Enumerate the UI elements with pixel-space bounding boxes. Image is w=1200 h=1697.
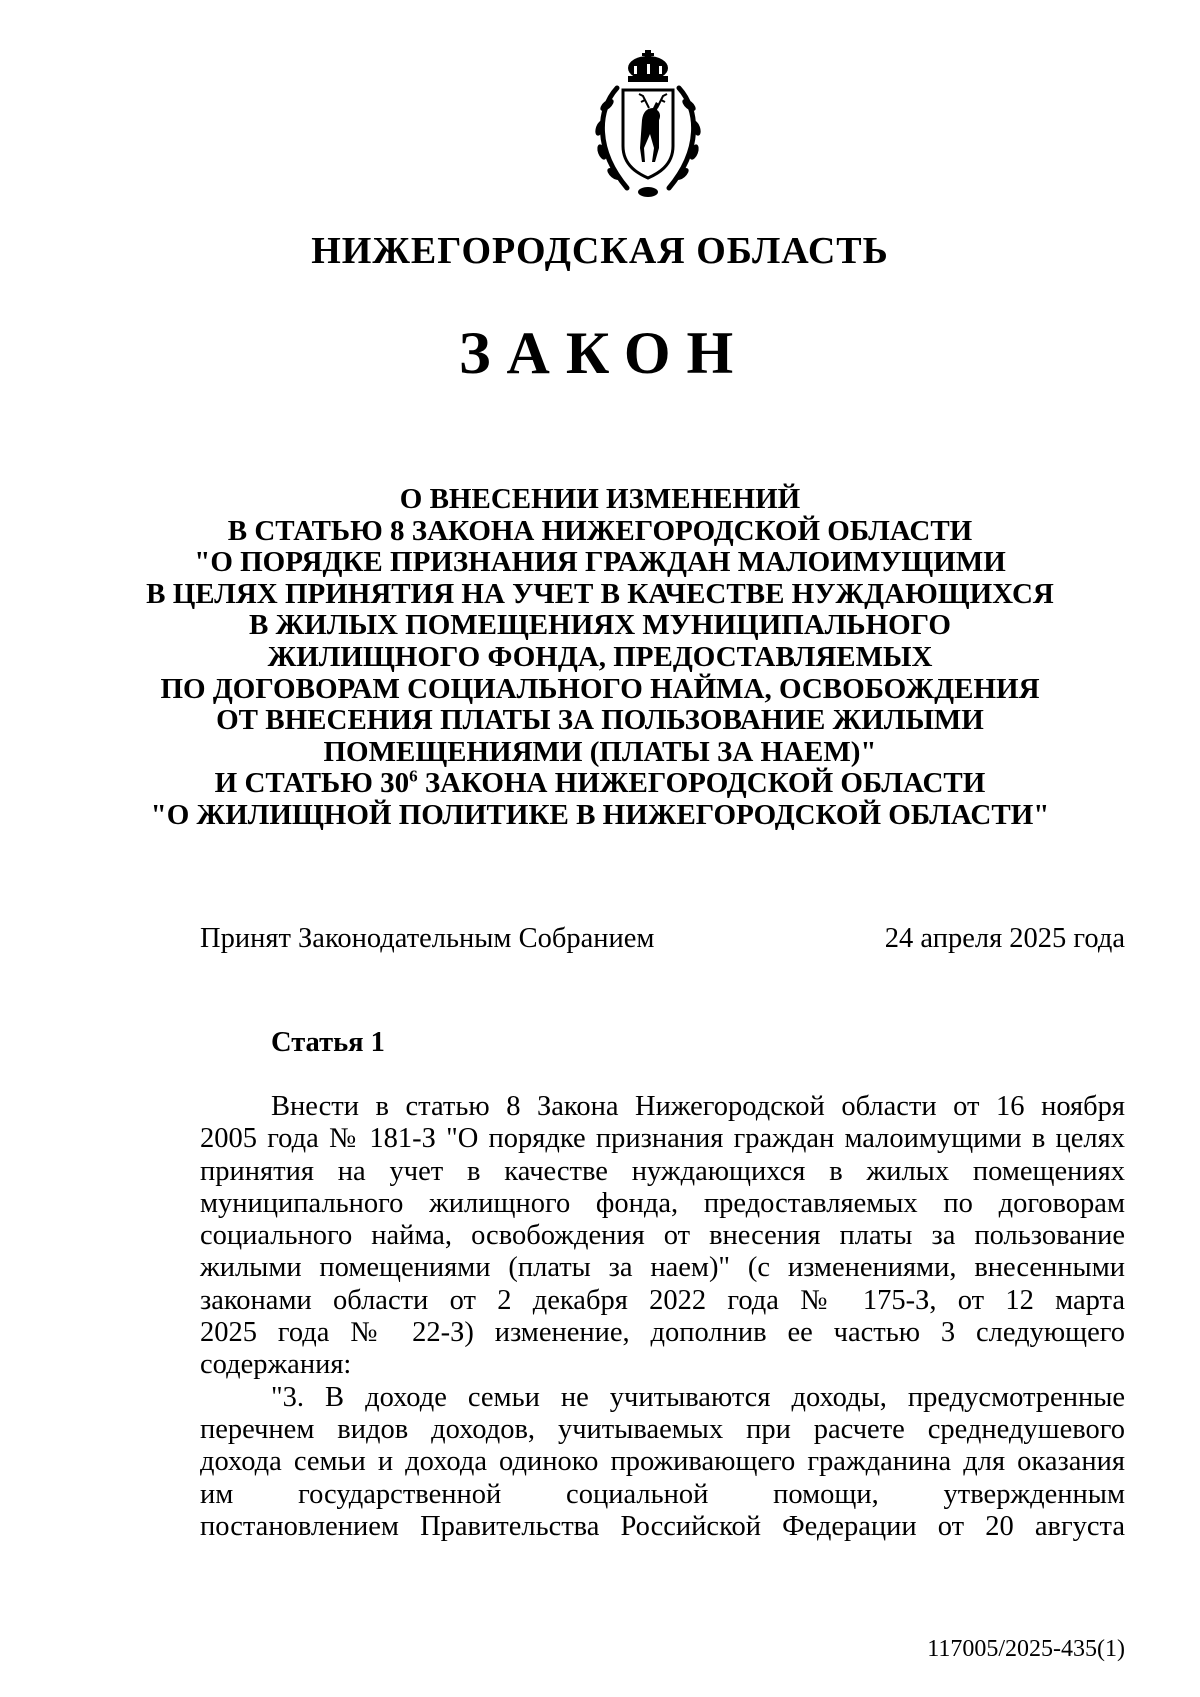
title-line: В ЖИЛЫХ ПОМЕЩЕНИЯХ МУНИЦИПАЛЬНОГО	[249, 609, 951, 642]
paragraph-line: содержания:	[200, 1349, 352, 1381]
title-line: В СТАТЬЮ 8 ЗАКОНА НИЖЕГОРОДСКОЙ ОБЛАСТИ	[227, 514, 973, 547]
nizhny-novgorod-coat-of-arms-icon	[587, 50, 709, 200]
paragraph	[200, 1382, 1125, 1543]
title-line: ЖИЛИЩНОГО ФОНДА, ПРЕДОСТАВЛЯЕМЫХ	[267, 640, 933, 673]
paragraph-line: муниципального жилищного фонда, предоставляемых по договорам	[200, 1187, 1125, 1219]
title-line: ПОМЕЩЕНИЯМИ (ПЛАТЫ ЗА НАЕМ)"	[323, 735, 877, 768]
title-line: О ВНЕСЕНИИ ИЗМЕНЕНИЙ	[399, 483, 801, 515]
paragraph-line: им государственной социальной помощи, утвержденным	[200, 1478, 1125, 1510]
law-title	[0, 484, 1200, 832]
title-line: "О ЖИЛИЩНОЙ ПОЛИТИКЕ В НИЖЕГОРОДСКОЙ ОБЛАСТИ"	[150, 798, 1050, 831]
title-line-article-30	[0, 768, 1200, 800]
title-article30-superscript: 6	[409, 766, 418, 786]
article-body	[200, 1091, 1125, 1543]
article-heading: Статья 1	[271, 1027, 385, 1058]
paragraph-line: перечнем видов доходов, учитываемых при расчете среднедушевого	[200, 1413, 1125, 1445]
adoption-label: Принят Законодательным Собранием	[200, 923, 655, 954]
region-name: НИЖЕГОРОДСКАЯ ОБЛАСТЬ	[311, 230, 889, 272]
title-article30-before: И СТАТЬЮ 30	[214, 767, 410, 800]
adoption-line	[200, 922, 1125, 956]
title-line: ОТ ВНЕСЕНИЯ ПЛАТЫ ЗА ПОЛЬЗОВАНИЕ ЖИЛЫМИ	[216, 704, 984, 737]
title-line: ПО ДОГОВОРАМ СОЦИАЛЬНОГО НАЙМА, ОСВОБОЖДЕНИЯ	[160, 672, 1040, 705]
title-line: "О ПОРЯДКЕ ПРИЗНАНИЯ ГРАЖДАН МАЛОИМУЩИМИ	[194, 546, 1006, 579]
paragraph-line: принятия на учет в качестве нуждающихся в жилых помещениях	[200, 1155, 1125, 1187]
paragraph-line: 2005 года № 181-З "О порядке признания граждан малоимущими в целях	[200, 1123, 1125, 1155]
document-code: 117005/2025-435(1)	[927, 1636, 1125, 1662]
paragraph	[200, 1091, 1125, 1382]
title-line: В ЦЕЛЯХ ПРИНЯТИЯ НА УЧЕТ В КАЧЕСТВЕ НУЖДАЮЩИХСЯ	[146, 577, 1054, 610]
paragraph-line: постановлением Правительства Российской Федерации от 20 августа	[200, 1510, 1125, 1542]
paragraph-line: дохода семьи и дохода одиноко проживающего гражданина для оказания	[200, 1446, 1125, 1478]
adoption-date: 24 апреля 2025 года	[884, 923, 1125, 954]
paragraph-line: 2025 года № 22-З) изменение, дополнив ее частью 3 следующего	[200, 1317, 1125, 1349]
title-article30-after: ЗАКОНА НИЖЕГОРОДСКОЙ ОБЛАСТИ	[417, 767, 986, 800]
paragraph-line: Внести в статью 8 Закона Нижегородской области от 16 ноября	[271, 1091, 1125, 1122]
paragraph-line: жилыми помещениями (платы за наем)" (с изменениями, внесенными	[200, 1252, 1125, 1284]
paragraph-line: социального найма, освобождения от внесения платы за пользование	[200, 1220, 1125, 1252]
paragraph-line: "3. В доходе семьи не учитываются доходы, предусмотренные	[271, 1381, 1125, 1413]
paragraph-line: законами области от 2 декабря 2022 года № 175-З, от 12 марта	[200, 1284, 1125, 1316]
document-type: ЗАКОН	[458, 320, 750, 386]
